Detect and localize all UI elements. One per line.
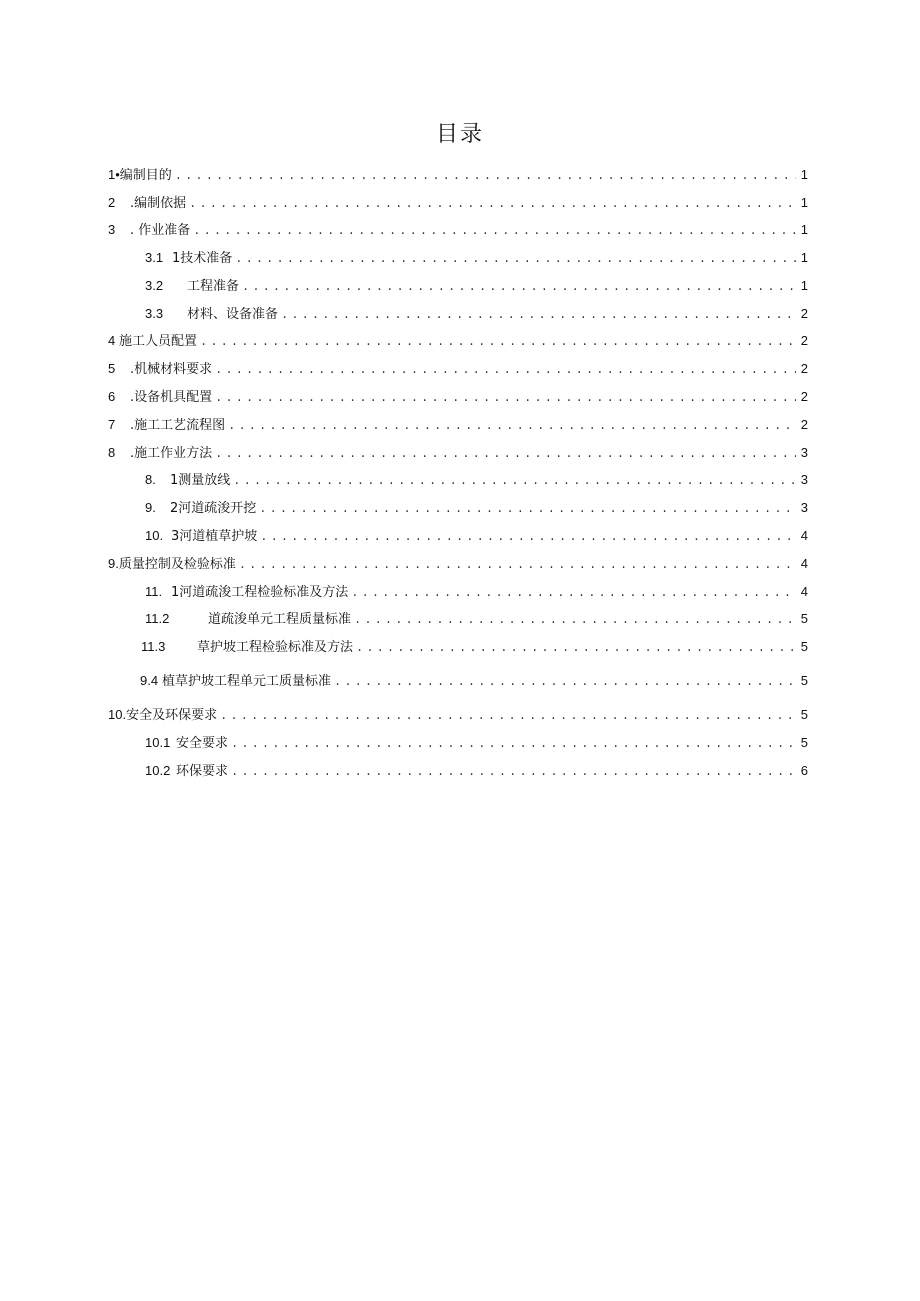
toc-leader [231, 736, 796, 752]
toc-entry-5[interactable] [108, 361, 808, 378]
toc-page: 5 [800, 673, 808, 688]
toc-leader [259, 501, 796, 517]
toc-leader [260, 529, 796, 545]
toc-number: 8 [108, 445, 116, 460]
toc-label: 安全及环保要求 [126, 708, 218, 723]
toc-page: 3 [800, 500, 808, 515]
toc-leader [175, 168, 796, 184]
toc-number: 3.3 [145, 306, 164, 321]
toc-leader [231, 764, 796, 780]
toc-leader [228, 418, 796, 434]
toc-entry-3-1[interactable] [145, 250, 808, 267]
toc-leader [242, 279, 796, 295]
toc-label: 1技术准备 [172, 251, 233, 266]
toc-number: 11. [145, 584, 163, 599]
toc-number: 11.2 [145, 611, 170, 626]
toc-entry-9-3[interactable] [141, 639, 808, 656]
toc-label: 工程准备 [187, 279, 240, 294]
toc-leader [239, 557, 796, 573]
toc-leader [354, 612, 796, 628]
toc-label: .施工工艺流程图 [130, 418, 226, 433]
toc-page: 4 [800, 528, 808, 543]
toc-entry-9-1[interactable] [145, 584, 808, 601]
toc-leader [233, 473, 796, 489]
toc-label: .施工作业方法 [130, 446, 213, 461]
toc-entry-3[interactable] [108, 222, 808, 239]
toc-entry-10-1[interactable] [145, 735, 808, 752]
toc-leader [220, 708, 796, 724]
toc-page: 2 [800, 333, 808, 348]
toc-entry-6[interactable] [108, 389, 808, 406]
toc-number: 9.4 [140, 673, 159, 688]
toc-label: 1河道疏浚工程检验标准及方法 [171, 585, 349, 600]
toc-number: 11.3 [141, 639, 166, 654]
toc-number: 3.1 [145, 250, 164, 265]
toc-label: 植草护坡工程单元工质量标准 [162, 674, 332, 689]
toc-entry-8-1[interactable] [145, 472, 808, 489]
toc-page: 5 [800, 611, 808, 626]
toc-page: 5 [800, 735, 808, 750]
toc-page: 1 [800, 195, 808, 210]
toc-number: 3.2 [145, 278, 164, 293]
toc-page: 2 [800, 361, 808, 376]
toc-number: 8. [145, 472, 156, 487]
toc-number: 10.1 [145, 735, 171, 750]
toc-leader [215, 362, 796, 378]
toc-leader [215, 446, 796, 462]
toc-leader [235, 251, 796, 267]
toc-label: 编制目的 [119, 168, 172, 183]
toc-page: 1 [800, 167, 808, 182]
toc-page: 3 [800, 472, 808, 487]
toc-number: 6 [108, 389, 116, 404]
toc-entry-3-2[interactable] [145, 278, 808, 295]
toc-page: 4 [800, 556, 808, 571]
toc-leader [351, 585, 796, 601]
toc-leader [189, 196, 796, 212]
toc-entry-10-2[interactable] [145, 763, 808, 780]
page-title: 目录 [435, 122, 484, 147]
toc-entry-4[interactable] [108, 333, 808, 350]
toc-number: 9. [145, 500, 156, 515]
toc-entry-8-3[interactable] [145, 528, 808, 545]
toc-label: 道疏浚单元工程质量标准 [208, 612, 352, 627]
toc-number: 5 [108, 361, 116, 376]
toc-label: 草护坡工程检验标准及方法 [197, 640, 354, 655]
toc-number: 10.2 [145, 763, 171, 778]
toc-entry-1[interactable] [108, 167, 808, 184]
toc-number: 7 [108, 417, 116, 432]
toc-entry-8-2[interactable] [145, 500, 808, 517]
toc-page: 4 [800, 584, 808, 599]
toc-label: 2河道疏浚开挖 [170, 501, 257, 516]
toc-number: 9. [108, 556, 119, 571]
toc-label: 安全要求 [176, 736, 229, 751]
toc-leader [356, 640, 796, 656]
toc-page: 2 [800, 306, 808, 321]
toc-number: 3 [108, 222, 116, 237]
toc-entry-2[interactable] [108, 195, 808, 212]
toc-entry-8[interactable] [108, 445, 808, 462]
toc-page: 3 [800, 445, 808, 460]
toc-number: 2 [108, 195, 116, 210]
toc-leader [200, 334, 796, 350]
toc-entry-10[interactable] [108, 707, 808, 724]
toc-number: 10. [108, 707, 127, 722]
toc-entry-7[interactable] [108, 417, 808, 434]
toc-entry-9-4[interactable] [140, 673, 808, 690]
toc-page: 1 [800, 278, 808, 293]
toc-entry-9[interactable] [108, 556, 808, 573]
toc-page: 2 [800, 389, 808, 404]
toc-page: 1 [800, 222, 808, 237]
toc-label: 3河道植草护坡 [171, 529, 258, 544]
toc-number: 4 [108, 333, 116, 348]
toc-entry-9-2[interactable] [145, 611, 808, 628]
toc-label: 材料、设备准备 [187, 307, 279, 322]
toc-leader [215, 390, 796, 406]
toc-label: .机械材料要求 [130, 362, 213, 377]
toc-label: .设备机具配置 [130, 390, 213, 405]
toc-leader [193, 223, 796, 239]
toc-label: 施工人员配置 [119, 334, 198, 349]
toc-leader [281, 307, 796, 323]
toc-entry-3-3[interactable] [145, 306, 808, 323]
toc-page: 1 [800, 250, 808, 265]
toc-number: 10. [145, 528, 164, 543]
toc-label: . 作业准备 [130, 223, 191, 238]
toc-label: 质量控制及检验标准 [118, 557, 236, 572]
toc-page: 5 [800, 639, 808, 654]
toc-label: 1测量放线 [170, 473, 231, 488]
toc-page: 2 [800, 417, 808, 432]
toc-page: 6 [800, 763, 808, 778]
toc-label: .编制依据 [130, 196, 187, 211]
toc-page: 5 [800, 707, 808, 722]
toc-number: 1• [108, 167, 120, 182]
toc-leader [334, 674, 796, 690]
toc-label: 环保要求 [176, 764, 229, 779]
